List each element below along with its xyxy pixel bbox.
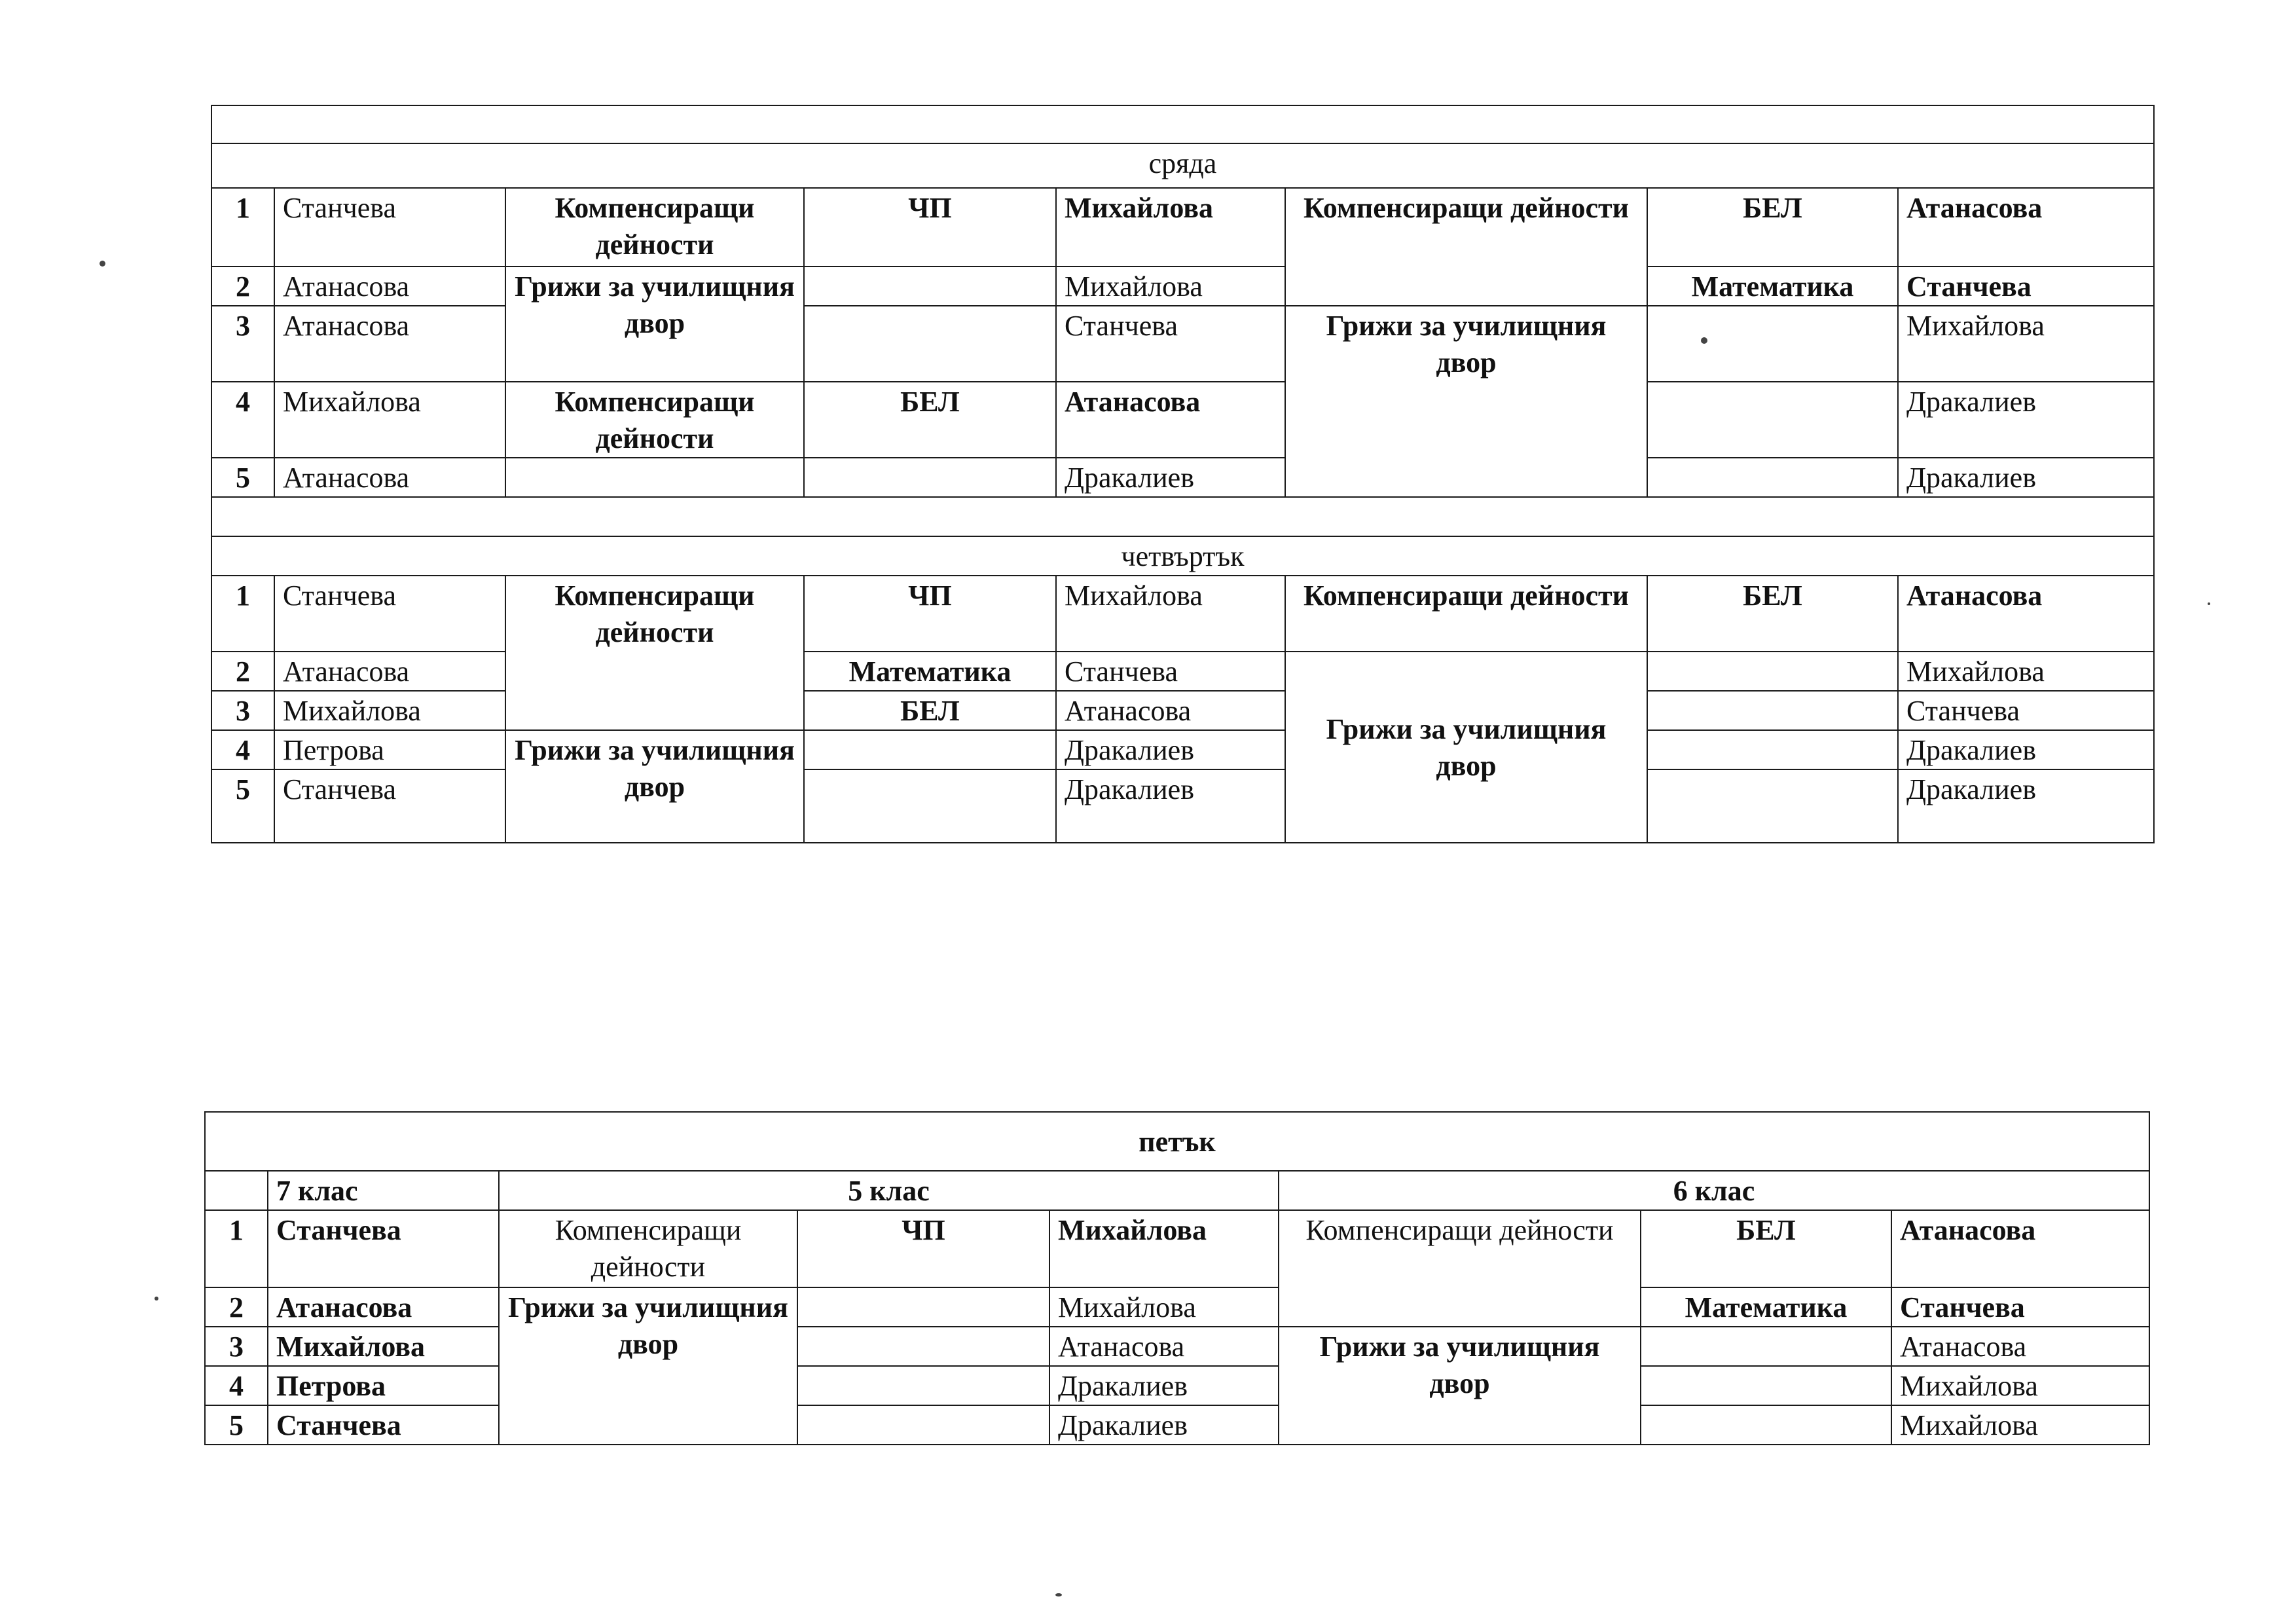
- table-row: [211, 769, 2154, 843]
- teacher-cell: Дракалиев: [1049, 1405, 1279, 1445]
- teacher-cell: Михайлова: [1056, 267, 1285, 306]
- teacher-cell: Михайлова: [1056, 576, 1285, 652]
- subject-cell: [797, 1366, 1049, 1405]
- table-row: [211, 382, 2154, 458]
- blank-cell: [211, 105, 2154, 143]
- scan-speck: [2208, 602, 2210, 605]
- subject-cell: БЕЛ: [1641, 1210, 1891, 1287]
- subject-cell: Компенсиращи дейности: [1285, 576, 1647, 652]
- period-number: 5: [211, 458, 274, 497]
- table-row: [205, 1210, 2149, 1287]
- teacher-cell: Станчева: [1056, 652, 1285, 691]
- subject-cell: Грижи за училищния двор: [1285, 652, 1647, 843]
- day-header-row: [211, 536, 2154, 576]
- subject-cell: Математика: [1641, 1287, 1891, 1327]
- schedule-table-wed-thu: [211, 105, 2155, 843]
- teacher-cell: Петрова: [274, 730, 505, 769]
- subject-cell: [1647, 652, 1898, 691]
- period-number: 3: [211, 306, 274, 382]
- subject-cell: Грижи за училищния двор: [505, 730, 804, 843]
- teacher-cell: Дракалиев: [1898, 458, 2154, 497]
- teacher-cell: Атанасова: [1891, 1210, 2149, 1287]
- teacher-cell: Дракалиев: [1898, 730, 2154, 769]
- table-row: [205, 1366, 2149, 1405]
- subject-cell: [1641, 1366, 1891, 1405]
- teacher-cell: Атанасова: [1049, 1327, 1279, 1366]
- class-header-6: 6 клас: [1279, 1171, 2149, 1210]
- teacher-cell: Атанасова: [1891, 1327, 2149, 1366]
- class-header-7: 7 клас: [268, 1171, 499, 1210]
- teacher-cell: Дракалиев: [1049, 1366, 1279, 1405]
- teacher-cell: Атанасова: [274, 306, 505, 382]
- teacher-cell: Дракалиев: [1898, 769, 2154, 843]
- day-header-row: [211, 143, 2154, 188]
- table-row: [211, 691, 2154, 730]
- scan-speck: [1701, 337, 1707, 344]
- subject-cell: Грижи за училищния двор: [499, 1287, 797, 1445]
- table-row: [211, 730, 2154, 769]
- period-number: 2: [205, 1287, 268, 1327]
- blank-cell: [205, 1171, 268, 1210]
- subject-cell: Компенсиращи дейности: [505, 188, 804, 267]
- teacher-cell: Станчева: [1891, 1287, 2149, 1327]
- schedule-table-friday: [204, 1111, 2150, 1445]
- blank-row: [211, 497, 2154, 536]
- teacher-cell: Станчева: [1056, 306, 1285, 382]
- teacher-cell: Михайлова: [1898, 306, 2154, 382]
- subject-cell: [1647, 691, 1898, 730]
- subject-cell: Компенсиращи дейности: [505, 382, 804, 458]
- period-number: 1: [205, 1210, 268, 1287]
- subject-cell: ЧП: [797, 1210, 1049, 1287]
- scan-speck: [1055, 1593, 1062, 1596]
- subject-cell: Математика: [804, 652, 1056, 691]
- table-row: [211, 458, 2154, 497]
- teacher-cell: Станчева: [1898, 691, 2154, 730]
- teacher-cell: Станчева: [268, 1210, 499, 1287]
- teacher-cell: Михайлова: [274, 691, 505, 730]
- period-number: 2: [211, 652, 274, 691]
- teacher-cell: Дракалиев: [1056, 458, 1285, 497]
- blank-row: [211, 105, 2154, 143]
- class-header-5: 5 клас: [499, 1171, 1279, 1210]
- teacher-cell: Станчева: [274, 769, 505, 843]
- subject-cell: БЕЛ: [804, 382, 1056, 458]
- subject-cell: [1641, 1327, 1891, 1366]
- teacher-cell: Дракалиев: [1056, 769, 1285, 843]
- subject-cell: [804, 267, 1056, 306]
- table-row: [205, 1405, 2149, 1445]
- table-row: [211, 652, 2154, 691]
- subject-cell: [804, 458, 1056, 497]
- period-number: 4: [205, 1366, 268, 1405]
- table-row: [205, 1327, 2149, 1366]
- subject-cell: [505, 458, 804, 497]
- teacher-cell: Михайлова: [1891, 1366, 2149, 1405]
- period-number: 1: [211, 576, 274, 652]
- teacher-cell: Станчева: [1898, 267, 2154, 306]
- period-number: 3: [205, 1327, 268, 1366]
- teacher-cell: Михайлова: [1898, 652, 2154, 691]
- day-label-friday: петък: [205, 1112, 2149, 1171]
- teacher-cell: Михайлова: [274, 382, 505, 458]
- period-number: 4: [211, 730, 274, 769]
- subject-cell: [1647, 306, 1898, 382]
- period-number: 5: [211, 769, 274, 843]
- subject-cell: [1647, 458, 1898, 497]
- teacher-cell: Атанасова: [1898, 188, 2154, 267]
- subject-cell: БЕЛ: [1647, 188, 1898, 267]
- subject-cell: БЕЛ: [1647, 576, 1898, 652]
- table-row: [205, 1287, 2149, 1327]
- teacher-cell: Михайлова: [1049, 1287, 1279, 1327]
- day-label-wednesday: сряда: [211, 143, 2154, 188]
- class-header-row: [205, 1171, 2149, 1210]
- subject-cell: БЕЛ: [804, 691, 1056, 730]
- period-number: 5: [205, 1405, 268, 1445]
- subject-cell: [797, 1287, 1049, 1327]
- teacher-cell: Атанасова: [274, 458, 505, 497]
- teacher-cell: Атанасова: [1898, 576, 2154, 652]
- teacher-cell: Атанасова: [274, 652, 505, 691]
- subject-cell: Компенсиращи дейности: [1279, 1210, 1641, 1327]
- teacher-cell: Атанасова: [274, 267, 505, 306]
- day-label-thursday: четвъртък: [211, 536, 2154, 576]
- teacher-cell: Атанасова: [268, 1287, 499, 1327]
- subject-cell: Компенсиращи дейности: [1285, 188, 1647, 306]
- table-row: [211, 576, 2154, 652]
- subject-cell: [804, 306, 1056, 382]
- subject-cell: [1647, 382, 1898, 458]
- teacher-cell: Михайлова: [1049, 1210, 1279, 1287]
- subject-cell: Компенсиращи дейности: [505, 576, 804, 730]
- day-header-row: [205, 1112, 2149, 1171]
- scan-speck: [155, 1297, 158, 1301]
- teacher-cell: Атанасова: [1056, 691, 1285, 730]
- teacher-cell: Атанасова: [1056, 382, 1285, 458]
- period-number: 3: [211, 691, 274, 730]
- subject-cell: ЧП: [804, 576, 1056, 652]
- subject-cell: Грижи за училищния двор: [1285, 306, 1647, 497]
- period-number: 2: [211, 267, 274, 306]
- teacher-cell: Михайлова: [268, 1327, 499, 1366]
- subject-cell: ЧП: [804, 188, 1056, 267]
- period-number: 4: [211, 382, 274, 458]
- subject-cell: [804, 769, 1056, 843]
- teacher-cell: Станчева: [274, 576, 505, 652]
- subject-cell: Грижи за училищния двор: [1279, 1327, 1641, 1445]
- subject-cell: [1647, 730, 1898, 769]
- teacher-cell: Михайлова: [1891, 1405, 2149, 1445]
- teacher-cell: Петрова: [268, 1366, 499, 1405]
- subject-cell: Математика: [1647, 267, 1898, 306]
- subject-cell: Грижи за училищния двор: [505, 267, 804, 382]
- scan-speck: [100, 261, 105, 267]
- table-row: [211, 267, 2154, 306]
- blank-cell: [211, 497, 2154, 536]
- subject-cell: [1641, 1405, 1891, 1445]
- teacher-cell: Дракалиев: [1056, 730, 1285, 769]
- subject-cell: [797, 1327, 1049, 1366]
- teacher-cell: Михайлова: [1056, 188, 1285, 267]
- teacher-cell: Станчева: [268, 1405, 499, 1445]
- subject-cell: [804, 730, 1056, 769]
- subject-cell: [797, 1405, 1049, 1445]
- table-row: [211, 188, 2154, 267]
- teacher-cell: Дракалиев: [1898, 382, 2154, 458]
- period-number: 1: [211, 188, 274, 267]
- subject-cell: [1647, 769, 1898, 843]
- table-row: [211, 306, 2154, 382]
- subject-cell: Компенсиращи дейности: [499, 1210, 797, 1287]
- teacher-cell: Станчева: [274, 188, 505, 267]
